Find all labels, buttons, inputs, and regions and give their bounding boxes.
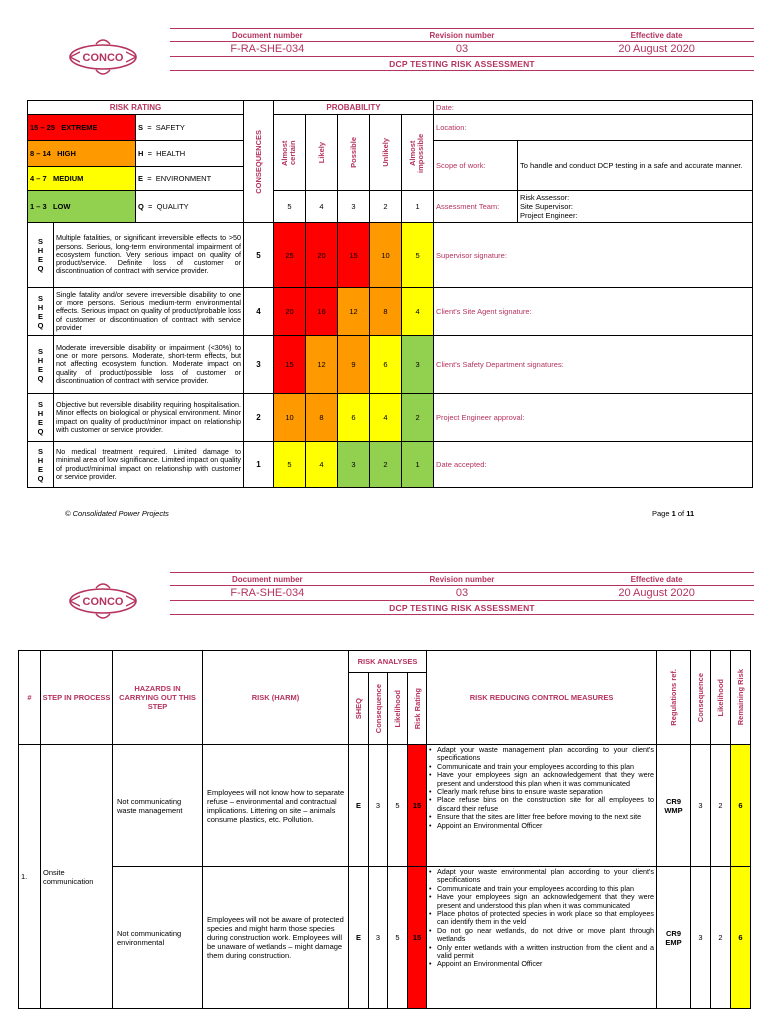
legend-safety: S = SAFETY — [136, 115, 244, 141]
control-measures — [427, 867, 657, 1009]
control-measure-item: • Ensure that the sites are litter free before moving to the next site — [429, 813, 654, 821]
effective-date-label: Effective date — [630, 31, 683, 40]
consequence-row-2 — [28, 394, 753, 442]
step-number: 1. — [19, 745, 41, 1009]
likelihood-after-cell: 2 — [711, 867, 731, 1009]
matrix-cell: 6 — [338, 394, 370, 442]
matrix-cell: 9 — [338, 336, 370, 394]
table-row — [19, 867, 751, 1009]
document-title: DCP TESTING RISK ASSESSMENT — [170, 57, 754, 71]
footer-copyright: © Consolidated Power Projects — [65, 509, 169, 518]
consequences-title: CONSEQUENCES — [253, 129, 263, 194]
risk-harm-cell: Employees will not be aware of protected species and might harm those species during construction work. Employees will be unaware of wetlands – might damage them during construction. — [203, 867, 349, 1009]
col-risk-rating: Risk Rating — [412, 687, 422, 730]
conco-logo-icon — [66, 34, 140, 80]
date-label: Date: — [434, 101, 753, 115]
regulations-cell: CR9 EMP — [657, 867, 691, 1009]
matrix-cell: 4 — [402, 288, 434, 336]
scope-value: To handle and conduct DCP testing in a safe and accurate manner. — [518, 141, 753, 191]
col-regulations: Regulations ref. — [669, 669, 679, 726]
matrix-cell: 20 — [274, 288, 306, 336]
control-measure-item: • Appoint an Environmental Officer — [429, 960, 654, 968]
prob-possible: Possible — [348, 137, 358, 168]
col-remaining-risk: Remaining Risk — [736, 669, 746, 726]
prob-value-5: 5 — [274, 191, 306, 223]
consequence-row-5 — [28, 223, 753, 288]
prob-almost-impossible: Almost impossible — [407, 132, 425, 173]
control-measure-item: • Communicate and train your employees according to this plan — [429, 885, 654, 893]
matrix-cell: 3 — [338, 442, 370, 488]
consequence-row-3 — [28, 336, 753, 394]
consequence-description: Multiple fatalities, or significant irreversible effects to >50 persons. Serious, long-term environmental impairment of ecosystem function. Very serious impact on quality of product/service. Definite loss of customer or discontinuation of contract with service provider. — [54, 223, 244, 288]
effective-date-label: Effective date — [630, 575, 683, 584]
rating-extreme: 15 – 25 EXTREME — [28, 115, 136, 141]
footer-page-number: Page 1 of 11 — [652, 509, 695, 518]
consequence-level: 4 — [244, 288, 274, 336]
col-step: STEP IN PROCESS — [41, 651, 113, 745]
doc-number-label: Document number — [231, 575, 303, 584]
sheq-letters: S H E Q — [28, 336, 54, 394]
legend-health: H = HEALTH — [136, 141, 244, 167]
matrix-cell: 15 — [338, 223, 370, 288]
effective-date-value: 20 August 2020 — [618, 43, 695, 55]
col-risk-analyses: RISK ANALYSES — [349, 651, 427, 673]
sheq-letters: S H E Q — [28, 288, 54, 336]
prob-value-3: 3 — [338, 191, 370, 223]
revision-number-label: Revision number — [429, 575, 495, 584]
control-measure-item: • Do not go near wetlands, do not drive or move plant through wetlands — [429, 927, 654, 944]
matrix-cell: 8 — [306, 394, 338, 442]
matrix-cell: 5 — [274, 442, 306, 488]
control-measure-item: • Place refuse bins on the construction site for all employees to discard their refuse — [429, 796, 654, 813]
scope-label: Scope of work: — [434, 141, 518, 191]
consequence-description: No medical treatment required. Limited damage to minimal area of low significance. Limited impact on quality of product/minimal impact on relationship with customer or service provider. — [54, 442, 244, 488]
prob-value-2: 2 — [370, 191, 402, 223]
sheq-letters: S H E Q — [28, 223, 54, 288]
matrix-cell: 2 — [402, 394, 434, 442]
table-row — [19, 745, 751, 867]
likelihood-cell: 5 — [388, 867, 408, 1009]
remaining-risk-cell: 6 — [731, 745, 751, 867]
client-site-agent-signature: Client's Site Agent signature: — [434, 288, 753, 336]
regulations-cell: CR9 WMP — [657, 745, 691, 867]
conco-logo-icon — [66, 578, 140, 624]
rating-high: 8 – 14 HIGH — [28, 141, 136, 167]
revision-number-value: 03 — [455, 587, 469, 599]
col-sheq: SHEQ — [354, 697, 363, 720]
date-accepted: Date accepted: — [434, 442, 753, 488]
rating-low: 1 – 3 LOW — [28, 191, 136, 223]
sheq-letters: S H E Q — [28, 394, 54, 442]
prob-unlikely: Unlikely — [380, 138, 390, 167]
revision-number-label: Revision number — [429, 31, 495, 40]
doc-number-value: F-RA-SHE-034 — [230, 43, 305, 55]
consequence-level: 3 — [244, 336, 274, 394]
col-consequence-after: Consequence — [696, 672, 706, 723]
location-label: Location: — [434, 115, 753, 141]
risk-rating-cell: 15 — [408, 867, 427, 1009]
consequence-after-cell: 3 — [691, 745, 711, 867]
likelihood-cell: 5 — [388, 745, 408, 867]
matrix-cell: 16 — [306, 288, 338, 336]
consequence-row-4 — [28, 288, 753, 336]
matrix-cell: 15 — [274, 336, 306, 394]
assessment-team-label: Assessment Team: — [434, 191, 518, 223]
matrix-cell: 10 — [274, 394, 306, 442]
consequence-level: 5 — [244, 223, 274, 288]
client-safety-signature: Client's Safety Department signatures: — [434, 336, 753, 394]
risk-harm-cell: Employees will not know how to separate refuse – environmental and contractual implications. Littering on site – animals consume plastics, etc. Pollution. — [203, 745, 349, 867]
matrix-cell: 1 — [402, 442, 434, 488]
hazard-cell: Not communicating environmental — [113, 867, 203, 1009]
assessment-team-values: Risk Assessor: Site Supervisor: Project Engineer: — [518, 191, 753, 223]
control-measure-item: • Adapt your waste environmental plan according to your client's specifications — [429, 868, 654, 885]
effective-date-value: 20 August 2020 — [618, 587, 695, 599]
control-measure-item: • Appoint an Environmental Officer — [429, 822, 654, 830]
consequence-cell: 3 — [369, 867, 388, 1009]
sheq-cell: E — [349, 745, 369, 867]
col-hazards: HAZARDS IN CARRYING OUT THIS STEP — [113, 651, 203, 745]
matrix-cell: 20 — [306, 223, 338, 288]
svg-text:CONCO: CONCO — [82, 596, 124, 608]
probability-title: PROBABILITY — [274, 101, 434, 115]
page2-header — [0, 572, 768, 632]
control-measure-item: • Clearly mark refuse bins to ensure waste separation — [429, 788, 654, 796]
risk-assessment-table — [18, 650, 751, 1009]
control-measure-item: • Place photos of protected species in work place so that employees can identify them in the veld — [429, 910, 654, 927]
matrix-cell: 5 — [402, 223, 434, 288]
col-likelihood: Likelihood — [393, 689, 402, 728]
consequence-row-1 — [28, 442, 753, 488]
col-measures: RISK REDUCING CONTROL MEASURES — [427, 651, 657, 745]
col-number: # — [19, 651, 41, 745]
prob-almost-certain: Almost certain — [279, 139, 297, 166]
control-measure-item: • Have your employees sign an acknowledgement that they were present and understood this plan when it was communicated — [429, 893, 654, 910]
control-measure-item: • Only enter wetlands with a written instruction from the client and a valid permit — [429, 944, 654, 961]
col-risk: RISK (HARM) — [203, 651, 349, 745]
matrix-cell: 12 — [338, 288, 370, 336]
matrix-cell: 6 — [370, 336, 402, 394]
remaining-risk-cell: 6 — [731, 867, 751, 1009]
consequence-description: Single fatality and/or severe irreversible disability to one or more persons. Serious medium-term environmental effects. Serious impact on quality of product/probable loss of customer or discontinuation of contract with service provider — [54, 288, 244, 336]
consequence-level: 2 — [244, 394, 274, 442]
page1-header — [0, 28, 768, 88]
col-consequence: Consequence — [373, 683, 383, 734]
prob-value-4: 4 — [306, 191, 338, 223]
prob-likely: Likely — [316, 141, 326, 164]
control-measure-item: • Have your employees sign an acknowledgement that they were present and understood this plan when it was communicated — [429, 771, 654, 788]
matrix-cell: 12 — [306, 336, 338, 394]
consequence-after-cell: 3 — [691, 867, 711, 1009]
risk-rating-cell: 15 — [408, 745, 427, 867]
control-measure-item: • Adapt your waste management plan according to your client's specifications — [429, 746, 654, 763]
matrix-cell: 8 — [370, 288, 402, 336]
matrix-cell: 25 — [274, 223, 306, 288]
risk-rating-title: RISK RATING — [28, 101, 244, 115]
doc-number-label: Document number — [231, 31, 303, 40]
matrix-cell: 10 — [370, 223, 402, 288]
step-name: Onsite communication — [41, 745, 113, 1009]
legend-quality: Q = QUALITY — [136, 191, 244, 223]
matrix-cell: 3 — [402, 336, 434, 394]
project-engineer-approval: Project Engineer approval: — [434, 394, 753, 442]
supervisor-signature: Supervisor signature: — [434, 223, 753, 288]
matrix-cell: 2 — [370, 442, 402, 488]
svg-text:CONCO: CONCO — [82, 52, 124, 64]
risk-matrix-table — [27, 100, 753, 488]
control-measures — [427, 745, 657, 867]
doc-number-value: F-RA-SHE-034 — [230, 587, 305, 599]
consequence-description: Objective but reversible disability requiring hospitalisation. Minor effects on biological or physical environment. Minor impact on quality of product/minor impact on relationship with customer or service provider. — [54, 394, 244, 442]
likelihood-after-cell: 2 — [711, 745, 731, 867]
matrix-cell: 4 — [370, 394, 402, 442]
matrix-cell: 4 — [306, 442, 338, 488]
consequence-cell: 3 — [369, 745, 388, 867]
rating-medium: 4 – 7 MEDIUM — [28, 167, 136, 191]
sheq-letters: S H E Q — [28, 442, 54, 488]
revision-number-value: 03 — [455, 43, 469, 55]
legend-environment: E = ENVIRONMENT — [136, 167, 244, 191]
col-likelihood-after: Likelihood — [716, 678, 726, 717]
consequence-level: 1 — [244, 442, 274, 488]
sheq-cell: E — [349, 867, 369, 1009]
consequence-description: Moderate irreversible disability or impairment (<30%) to one or more persons. Moderate, short-term effects, but not affecting ecosystem function. Moderate impact on quality of product/possible loss of customer or discontinuation of contract with service provider. — [54, 336, 244, 394]
hazard-cell: Not communicating waste management — [113, 745, 203, 867]
document-title: DCP TESTING RISK ASSESSMENT — [170, 601, 754, 615]
prob-value-1: 1 — [402, 191, 434, 223]
control-measure-item: • Communicate and train your employees according to this plan — [429, 763, 654, 771]
